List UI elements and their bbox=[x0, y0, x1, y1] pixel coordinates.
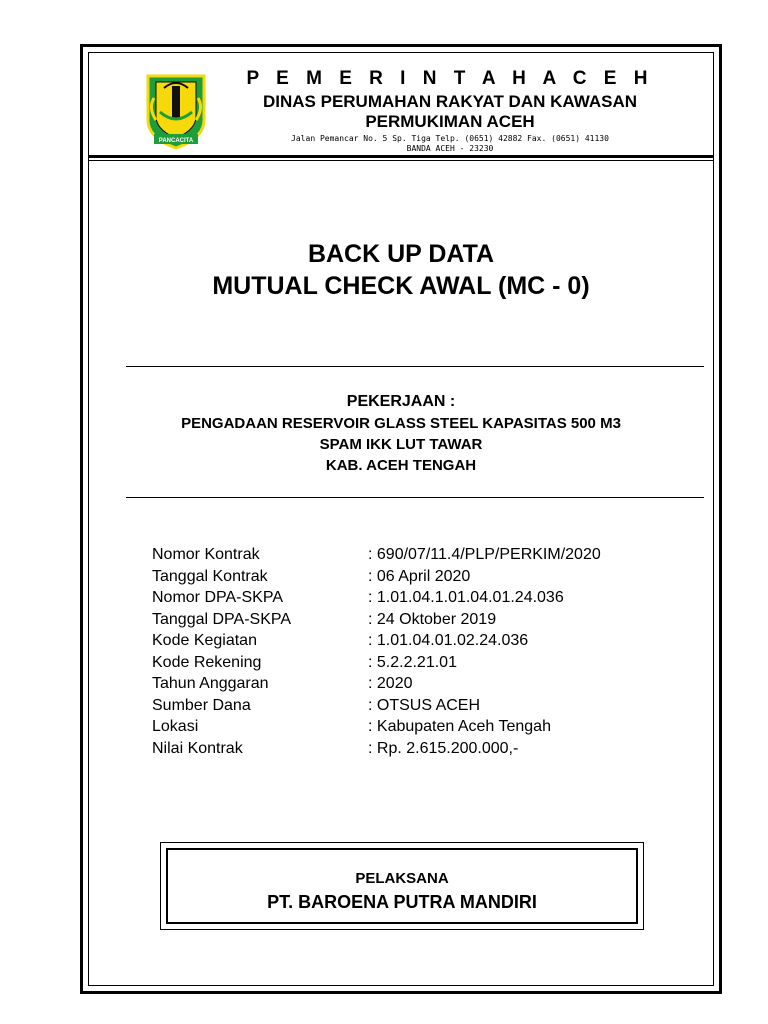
document-title bbox=[88, 238, 714, 302]
address-line2: BANDA ACEH - 23230 bbox=[406, 144, 494, 153]
executor-section bbox=[166, 868, 638, 914]
work-line3: KAB. ACEH TENGAH bbox=[325, 457, 477, 474]
work-line2: SPAM IKK LUT TAWAR bbox=[319, 436, 483, 453]
department-name-line1: DINAS PERUMAHAN RAKYAT DAN KAWASAN bbox=[262, 92, 638, 111]
detail-key: Sumber Dana bbox=[152, 696, 251, 714]
executor-company: PT. BAROENA PUTRA MANDIRI bbox=[267, 892, 537, 912]
detail-row bbox=[152, 544, 601, 566]
department-name bbox=[210, 92, 690, 132]
detail-row bbox=[152, 609, 601, 631]
detail-key: Tahun Anggaran bbox=[152, 675, 269, 692]
detail-row bbox=[152, 695, 601, 717]
detail-key: Kode Rekening bbox=[152, 653, 262, 671]
detail-value: : 5.2.2.21.01 bbox=[368, 653, 457, 671]
detail-key: Kode Kegiatan bbox=[152, 632, 257, 649]
aceh-emblem-logo bbox=[140, 68, 212, 150]
detail-key: Tanggal DPA-SKPA bbox=[152, 610, 292, 628]
header-divider-thick bbox=[88, 155, 714, 158]
detail-key: Tanggal Kontrak bbox=[152, 567, 268, 585]
contract-details bbox=[152, 544, 601, 759]
detail-row bbox=[152, 566, 601, 588]
detail-value: : OTSUS ACEH bbox=[368, 696, 481, 714]
work-section bbox=[88, 391, 714, 476]
detail-key: Nomor Kontrak bbox=[152, 546, 260, 563]
detail-value: : 2020 bbox=[368, 675, 413, 692]
detail-row bbox=[152, 630, 601, 652]
detail-key: Lokasi bbox=[152, 718, 199, 735]
detail-value: : 06 April 2020 bbox=[368, 567, 471, 585]
address-line1: Jalan Pemancar No. 5 Sp. Tiga Telp. (0651) 42882 Fax. (0651) 41130 bbox=[291, 134, 609, 143]
detail-value: : Rp. 2.615.200.000,- bbox=[368, 739, 519, 757]
detail-row bbox=[152, 587, 601, 609]
logo-banner-text: PANCACITA bbox=[158, 138, 194, 144]
detail-value: : Kabupaten Aceh Tengah bbox=[368, 718, 551, 735]
detail-key: Nilai Kontrak bbox=[152, 739, 243, 757]
section-divider-bottom bbox=[126, 497, 704, 498]
detail-value: : 1.01.04.01.02.24.036 bbox=[368, 632, 529, 649]
detail-row bbox=[152, 738, 601, 760]
title-line1: BACK UP DATA bbox=[307, 240, 495, 268]
work-line1: PENGADAAN RESERVOIR GLASS STEEL KAPASITAS 500 M3 bbox=[181, 415, 621, 432]
executor-label: PELAKSANA bbox=[355, 870, 449, 887]
detail-row bbox=[152, 716, 601, 738]
detail-row bbox=[152, 652, 601, 674]
government-name: P E M E R I N T A H A C E H bbox=[246, 68, 654, 89]
detail-value: : 690/07/11.4/PLP/PERKIM/2020 bbox=[368, 546, 601, 563]
work-label: PEKERJAAN : bbox=[346, 393, 456, 410]
office-address bbox=[210, 134, 690, 154]
section-divider-top bbox=[126, 366, 704, 367]
department-name-line2: PERMUKIMAN ACEH bbox=[365, 112, 535, 131]
detail-key: Nomor DPA-SKPA bbox=[152, 589, 283, 606]
header-divider-thin bbox=[88, 160, 714, 161]
detail-row bbox=[152, 673, 601, 695]
detail-value: : 1.01.04.1.01.04.01.24.036 bbox=[368, 589, 564, 606]
detail-value: : 24 Oktober 2019 bbox=[368, 610, 497, 628]
title-line2: MUTUAL CHECK AWAL (MC - 0) bbox=[212, 272, 590, 300]
